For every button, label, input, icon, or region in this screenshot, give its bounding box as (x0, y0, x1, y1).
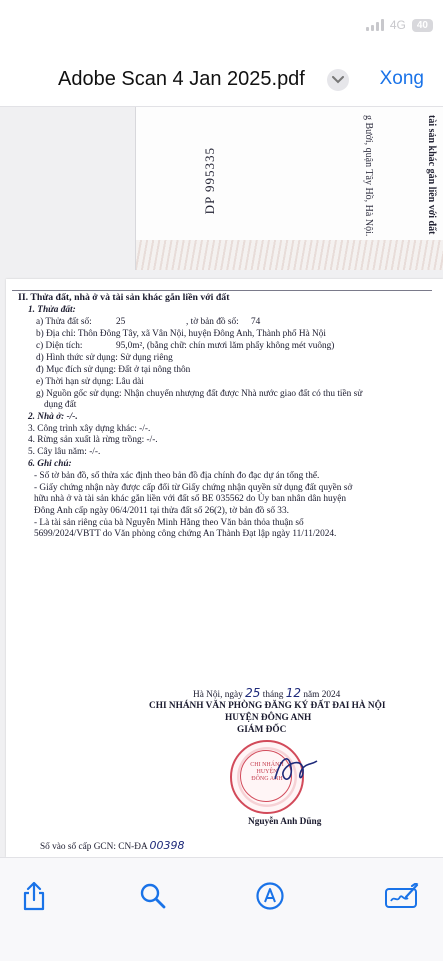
usage-form: d) Hình thức sử dụng: Sử dụng riêng (36, 353, 173, 363)
area-value: 95,0m², (bằng chữ: chín mươi lăm phẩy không mét vuông) (116, 341, 335, 351)
parcel-label: a) Thửa đất số: (36, 317, 92, 327)
note-3-line-1: - Là tài sản riêng của bà Nguyễn Minh Hằng theo Văn bản thỏa thuận số (34, 518, 304, 528)
address-fragment: g Bưởi, quận Tây Hồ, Hà Nội. (363, 115, 374, 237)
notes-heading: 6. Ghi chú: (28, 459, 72, 469)
signer-name: Nguyễn Anh Dũng (248, 817, 322, 827)
search-icon[interactable] (135, 878, 171, 914)
area-label: c) Diện tích: (36, 341, 83, 351)
house-line: 2. Nhà ở: -/-. (28, 412, 78, 422)
trees-value: -/-. (86, 447, 101, 457)
bottom-toolbar (0, 857, 443, 961)
share-icon[interactable] (16, 878, 52, 914)
construction-value: -/-. (136, 424, 151, 434)
section-title: II. Thửa đất, nhà ở và tài sản khác gắn liền với đất (18, 292, 230, 303)
issue-date (193, 688, 340, 701)
office-line-2: HUYỆN ĐÔNG ANH (225, 713, 312, 723)
document-header (0, 50, 443, 107)
certificate-number: 00398 (149, 839, 185, 852)
done-button[interactable]: Xong (379, 68, 424, 89)
date-year: năm 2024 (303, 690, 341, 700)
status-bar (0, 0, 443, 50)
office-line-1: CHI NHÁNH VĂN PHÒNG ĐĂNG KÝ ĐẤT ĐAI HÀ NỘI (149, 701, 386, 711)
certificate-registry (40, 840, 185, 853)
date-month-label: tháng (262, 690, 284, 700)
current-page[interactable] (6, 279, 443, 857)
note-2-line-2: hữu nhà ở và tài sản khác gắn liền với đất số BE 035562 do Ủy ban nhân dân huyện (34, 494, 347, 504)
certificate-label: Số vào sổ cấp GCN: CN-ĐA (40, 842, 148, 852)
previous-page[interactable] (135, 107, 443, 270)
signature-icon[interactable] (382, 878, 422, 914)
note-2-line-1: - Giấy chứng nhận này được cấp đổi từ Giấy chứng nhận quyền sử dụng đất quyền sở (34, 483, 353, 493)
origin-line-1: g) Nguồn gốc sử dụng: Nhận chuyển nhượng đất được Nhà nước giao đất có thu tiền sử (36, 389, 363, 399)
side-heading: tài sản khác gắn liền với đất (426, 115, 437, 235)
security-pattern (136, 240, 443, 270)
serial-number: DP 995335 (202, 147, 217, 215)
markup-icon[interactable] (252, 878, 288, 914)
date-month: 12 (285, 686, 302, 700)
document-title[interactable]: Adobe Scan 4 Jan 2025.pdf (58, 68, 305, 90)
note-3-line-2: 5699/2024/VBTT do Văn phòng công chứng An Thành Đạt lập ngày 11/11/2024. (34, 529, 337, 539)
date-day: 25 (245, 686, 261, 700)
battery-icon: 40 (412, 19, 433, 32)
date-prefix: Hà Nội, ngày (193, 690, 243, 700)
note-1: - Số tờ bản đồ, số thửa xác định theo bản đồ địa chính đo đạc dự án tổng thể. (34, 471, 320, 481)
map-label: , tờ bản đồ số: (186, 317, 239, 327)
stamp-text: CHI NHÁNH HUYỆN ĐÔNG ANH (250, 762, 284, 782)
forest-value: -/-. (144, 435, 158, 445)
construction-label: 3. Công trình xây dựng khác: (28, 424, 137, 434)
status-indicators (366, 18, 433, 32)
chevron-down-icon[interactable] (327, 69, 349, 91)
note-2-line-3: Đông Anh cấp ngày 06/4/2011 tại thửa đất số 26(2), tờ bản đồ số 33. (34, 506, 289, 516)
trees-label: 5. Cây lâu năm: (28, 447, 87, 457)
land-heading: 1. Thửa đất: (28, 305, 76, 315)
origin-line-2: dụng đất (44, 400, 77, 410)
usage-term: e) Thời hạn sử dụng: Lâu dài (36, 377, 144, 387)
signature (271, 749, 321, 789)
forest-label: 4. Rừng sản xuất là rừng trồng: (28, 435, 145, 445)
network-type: 4G (389, 18, 406, 32)
office-line-3: GIÁM ĐỐC (237, 725, 287, 735)
map-value: 74 (251, 317, 261, 327)
signal-icon (366, 19, 384, 31)
usage-purpose: đ) Mục đích sử dụng: Đất ở tại nông thôn (36, 365, 191, 375)
parcel-value: 25 (116, 317, 126, 327)
address-line: b) Địa chỉ: Thôn Đông Tây, xã Vân Nội, huyện Đông Anh, Thành phố Hà Nội (36, 329, 326, 339)
pdf-viewer[interactable] (0, 107, 443, 857)
